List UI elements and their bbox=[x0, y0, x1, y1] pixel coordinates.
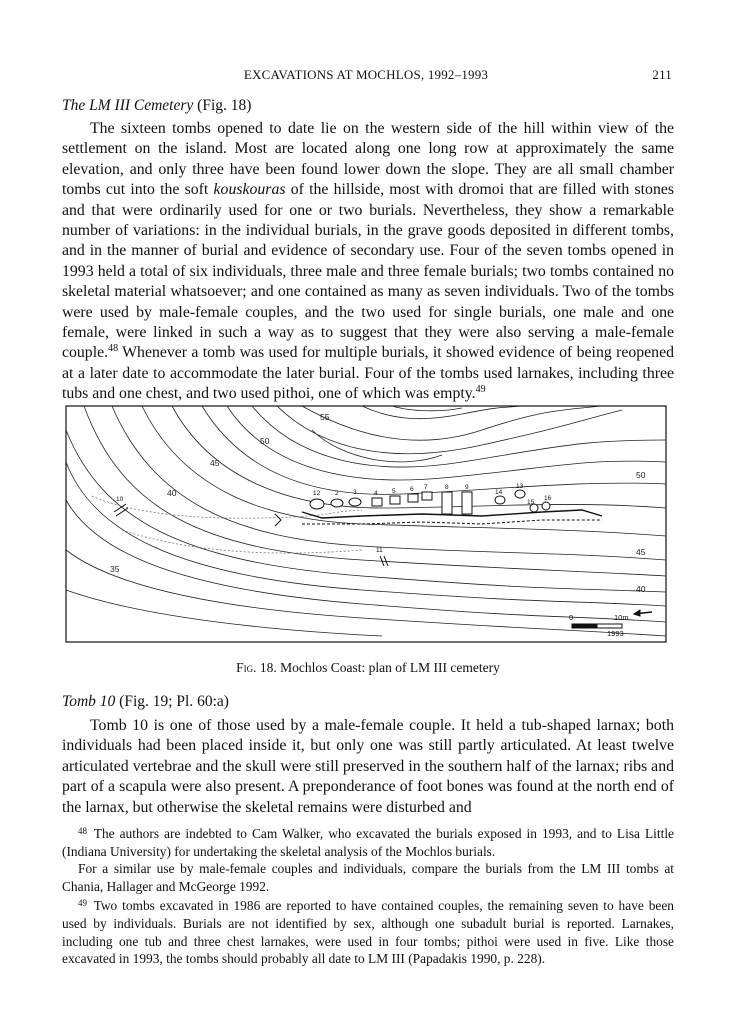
contour-label: 40 bbox=[167, 488, 177, 498]
tomb-label: 16 bbox=[544, 495, 552, 502]
tomb-label: 13 bbox=[516, 483, 524, 490]
contour-label: 45 bbox=[636, 547, 646, 557]
footnote-ref-49: 49 bbox=[475, 384, 486, 396]
tomb10-heading-title: Tomb 10 bbox=[62, 693, 116, 710]
contour-label: 40 bbox=[636, 584, 646, 594]
running-title: EXCAVATIONS AT MOCHLOS, 1992–1993 bbox=[243, 67, 489, 82]
footnote-48-continuation-text: For a similar use by male-female couples and individuals, compare the burials from the LM III tombs at Chania, Hallager and McGeorge 1992. bbox=[62, 861, 674, 894]
tomb-label: 14 bbox=[495, 489, 503, 496]
tomb-label: 9 bbox=[465, 484, 469, 491]
tomb-label: 10 bbox=[116, 496, 124, 503]
footnotes bbox=[62, 823, 674, 968]
tomb-label: 3 bbox=[353, 489, 357, 496]
scale-end-label: 10m bbox=[614, 613, 629, 622]
footnote-49-text: Two tombs excavated in 1986 are reported to have contained couples, the remaining seven to have been used by individuals. Burials are not identified by sex, although one subadult burial is reported. Larnakes, including one tub and three chest larnakes, were used in four tombs; pithoi were used in five. Like those excavated in 1993, the tombs should probably all date to LM III (Papadakis 1990, p. 228). bbox=[62, 898, 674, 967]
figure-caption-text: Mochlos Coast: plan of LM III cemetery bbox=[276, 660, 500, 675]
tomb-13-marker bbox=[515, 490, 525, 498]
section-heading-tomb10 bbox=[62, 693, 229, 711]
section-heading-title: The LM III Cemetery bbox=[62, 97, 194, 114]
footnote-49 bbox=[62, 895, 674, 967]
tomb-5-marker bbox=[390, 496, 400, 504]
tomb-8-marker bbox=[442, 492, 452, 514]
cemetery-paragraph-text-3: Whenever a tomb was used for multiple burials, it showed evidence of being reopened at a later date to accommodate the later burial. Four of the tombs used larnakes, including three tubs and one chest, and two used pithoi, one of which was empty. bbox=[62, 344, 674, 403]
figure-caption bbox=[62, 660, 674, 676]
tomb-label: 4 bbox=[374, 490, 378, 497]
cemetery-paragraph bbox=[62, 119, 674, 405]
tomb-label: 6 bbox=[410, 486, 414, 493]
tomb-7-marker bbox=[422, 492, 432, 500]
tomb10-paragraph bbox=[62, 716, 674, 818]
figure-caption-label: Fig. 18. bbox=[236, 660, 277, 675]
tomb-label: 2 bbox=[335, 490, 339, 497]
section-heading-figure-ref: (Fig. 18) bbox=[193, 97, 252, 114]
tomb-14-marker bbox=[495, 496, 505, 504]
tomb-12-marker bbox=[310, 499, 324, 509]
scale-start-label: 0 bbox=[569, 613, 574, 622]
contour-label: 55 bbox=[320, 412, 330, 422]
tomb-6-marker bbox=[408, 494, 418, 502]
page-number: 211 bbox=[652, 67, 672, 82]
footnote-48 bbox=[62, 823, 674, 860]
cemetery-plan-figure bbox=[62, 400, 674, 648]
tomb-2-marker bbox=[331, 499, 343, 507]
contour-label: 50 bbox=[260, 436, 270, 446]
tomb-label: 8 bbox=[445, 484, 449, 491]
tomb10-heading-ref: (Fig. 19; Pl. 60:a) bbox=[115, 693, 229, 710]
cemetery-paragraph-text-2: of the hillside, most with dromoi that are filled with stones and that were ordinarily used for one or two burials. Nevertheless, they show a remarkable number of variations: in the individual burials, in the grave goods deposited in different tombs, and in the manner of burial and evidence of secondary use. Four of the seven tombs opened in 1993 held a total of six individuals, three male and three female burials; two tombs contained no skeletal material whatsoever; and one contained as many as seven individuals. Two of the tombs were used by male-female couples, and the two used for single burials, one male and one female, were linked in such a way as to suggest that they were also serving a male-female couple. bbox=[62, 181, 675, 362]
cemetery-paragraph-term: kouskouras bbox=[213, 181, 286, 199]
tomb-label: 12 bbox=[313, 490, 321, 497]
footnote-48-text: The authors are indebted to Cam Walker, who excavated the burials exposed in 1993, and to Lisa Little (Indiana University) for undertaking the skeletal analysis of the Mochlos burials. bbox=[62, 826, 674, 859]
contour-label: 50 bbox=[636, 470, 646, 480]
cemetery-paragraph-text-1: The sixteen tombs opened to date lie on the western side of the hill within view of the settlement on the island. Most are located along one long row at approximately the same elevation, and only three have been found lower down the slope. They are all small chamber tombs cut into the soft bbox=[62, 120, 674, 199]
contour-label: 45 bbox=[210, 458, 220, 468]
tomb-9-marker bbox=[462, 492, 472, 514]
tomb-label: 15 bbox=[527, 499, 535, 506]
scale-year-label: 1993 bbox=[607, 629, 624, 638]
footnote-ref-48: 48 bbox=[108, 343, 119, 355]
contour-label: 35 bbox=[110, 564, 120, 574]
footnote-48-continuation bbox=[62, 860, 674, 895]
tomb-16-marker bbox=[542, 502, 550, 510]
tomb-label: 5 bbox=[392, 488, 396, 495]
cemetery-plan-map bbox=[62, 400, 674, 648]
tomb-3-marker bbox=[349, 498, 361, 506]
tomb10-paragraph-text: Tomb 10 is one of those used by a male-female couple. It held a tub-shaped larnax; both individuals had been placed inside it, but only one was still partly articulated. At least twelve articulated vertebrae and the skull were still preserved in the southern half of the larnax; ribs and part of a scapula were also present. A preponderance of foot bones was found at the north end of the larnax, but otherwise the skeletal remains were disturbed and bbox=[62, 717, 674, 816]
tomb-4-marker bbox=[372, 498, 382, 506]
footnote-49-number: 49 bbox=[78, 898, 87, 909]
footnote-48-number: 48 bbox=[78, 826, 87, 836]
tomb-label: 11 bbox=[376, 547, 383, 554]
tomb-label: 7 bbox=[424, 484, 428, 491]
section-heading-cemetery bbox=[62, 97, 251, 115]
